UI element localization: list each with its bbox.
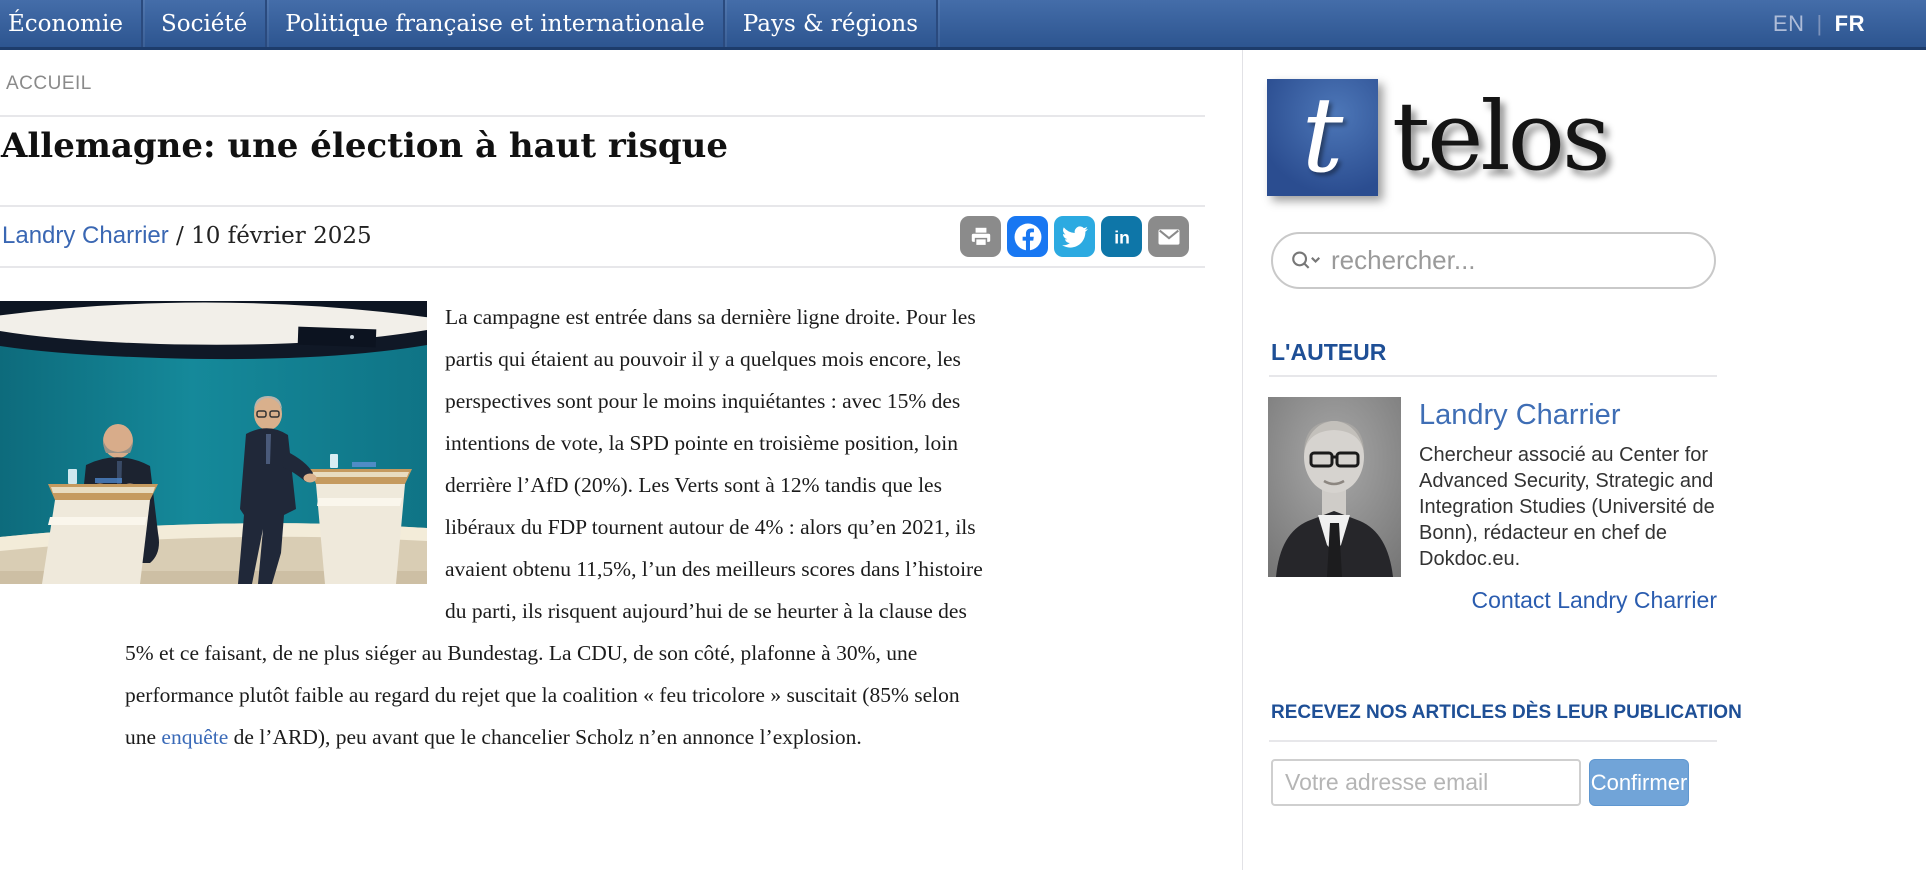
twitter-icon[interactable] [1054, 216, 1095, 257]
newsletter-form [1271, 759, 1689, 806]
article-meta-row [2, 214, 1207, 258]
language-switcher [1773, 0, 1865, 47]
search-box [1271, 232, 1716, 289]
search-input[interactable] [1331, 245, 1698, 276]
page-title: Allemagne: une élection à haut risque [1, 126, 728, 166]
divider [1269, 740, 1717, 742]
author-bio: Chercheur associé au Center for Advanced Security, Strategic and Integration Studies (Université de Bonn), rédacteur en chef de Dokdoc.eu. [1419, 444, 1715, 570]
nav-item-pays-regions[interactable]: Pays & régions [725, 0, 938, 47]
nav-item-politique[interactable]: Politique française et internationale [267, 0, 725, 47]
author-photo[interactable] [1268, 397, 1401, 577]
main-column [0, 50, 1242, 870]
share-bar [960, 216, 1189, 257]
telos-logo-wordmark: telos [1392, 82, 1608, 192]
telos-logo[interactable] [1267, 73, 1608, 196]
lang-fr[interactable]: FR [1834, 10, 1865, 36]
telos-logo-mark [1267, 73, 1378, 196]
article-image-tv-debate [0, 301, 427, 584]
article-text: de l’ARD), peu avant que le chancelier Scholz n’en annonce l’explosion. [228, 725, 862, 749]
lang-separator: | [1816, 10, 1823, 36]
top-nav [0, 0, 1926, 50]
svg-text:in: in [1113, 226, 1130, 247]
contact-author-link[interactable]: Contact Landry Charrier [1471, 587, 1717, 613]
email-icon[interactable] [1148, 216, 1189, 257]
nav-item-economie[interactable]: Économie [0, 0, 143, 47]
article-text: La campagne est entrée dans sa dernière ligne droite. Pour les partis qui étaient au pouvoir il y a quelques mois encore, les perspectives sont pour le moins inquiétantes : avec 15% des intentions de vote, la SPD pointe en troisième position, loin derrière l’AfD (20%). Les Verts sont à 12% tandis que les libéraux du FDP tournent autour de 4% : alors qu’en 2021, ils avaient obtenu 11,5%, l’un des meilleurs scores dans l’histoire du parti, ils risquent aujourd’hui de se heurter à la clause des 5% et ce faisant, de ne plus siéger au Bundestag. La CDU, de son côté, plafonne à 30%, une performance plutôt faible au regard du rejet que la coalition « feu tricolore » suscitait (85% selon une [125, 305, 983, 749]
divider [0, 266, 1205, 268]
email-field[interactable] [1271, 759, 1581, 806]
divider [1269, 375, 1717, 377]
article-body [125, 296, 987, 758]
byline [2, 222, 372, 250]
byline-separator: / [168, 223, 192, 249]
enquete-link[interactable]: enquête [161, 725, 229, 749]
lang-en[interactable]: EN [1772, 10, 1805, 36]
article-date: 10 février 2025 [191, 223, 372, 249]
breadcrumb[interactable]: ACCUEIL [6, 73, 92, 94]
newsletter-heading: RECEVEZ NOS ARTICLES DÈS LEUR PUBLICATION [1271, 702, 1742, 723]
author-name-link[interactable]: Landry Charrier [1419, 399, 1621, 431]
divider [0, 205, 1205, 207]
telos-logo-letter: t [1301, 73, 1344, 196]
confirm-button[interactable]: Confirmer [1589, 759, 1689, 806]
author-section-heading: L'AUTEUR [1271, 339, 1387, 365]
search-icon [1289, 248, 1323, 274]
nav-item-societe[interactable]: Société [143, 0, 267, 47]
sidebar [1242, 50, 1926, 870]
linkedin-icon[interactable] [1101, 216, 1142, 257]
facebook-icon[interactable] [1007, 216, 1048, 257]
divider [0, 115, 1205, 117]
author-link[interactable]: Landry Charrier [2, 222, 169, 249]
print-icon[interactable] [960, 216, 1001, 257]
